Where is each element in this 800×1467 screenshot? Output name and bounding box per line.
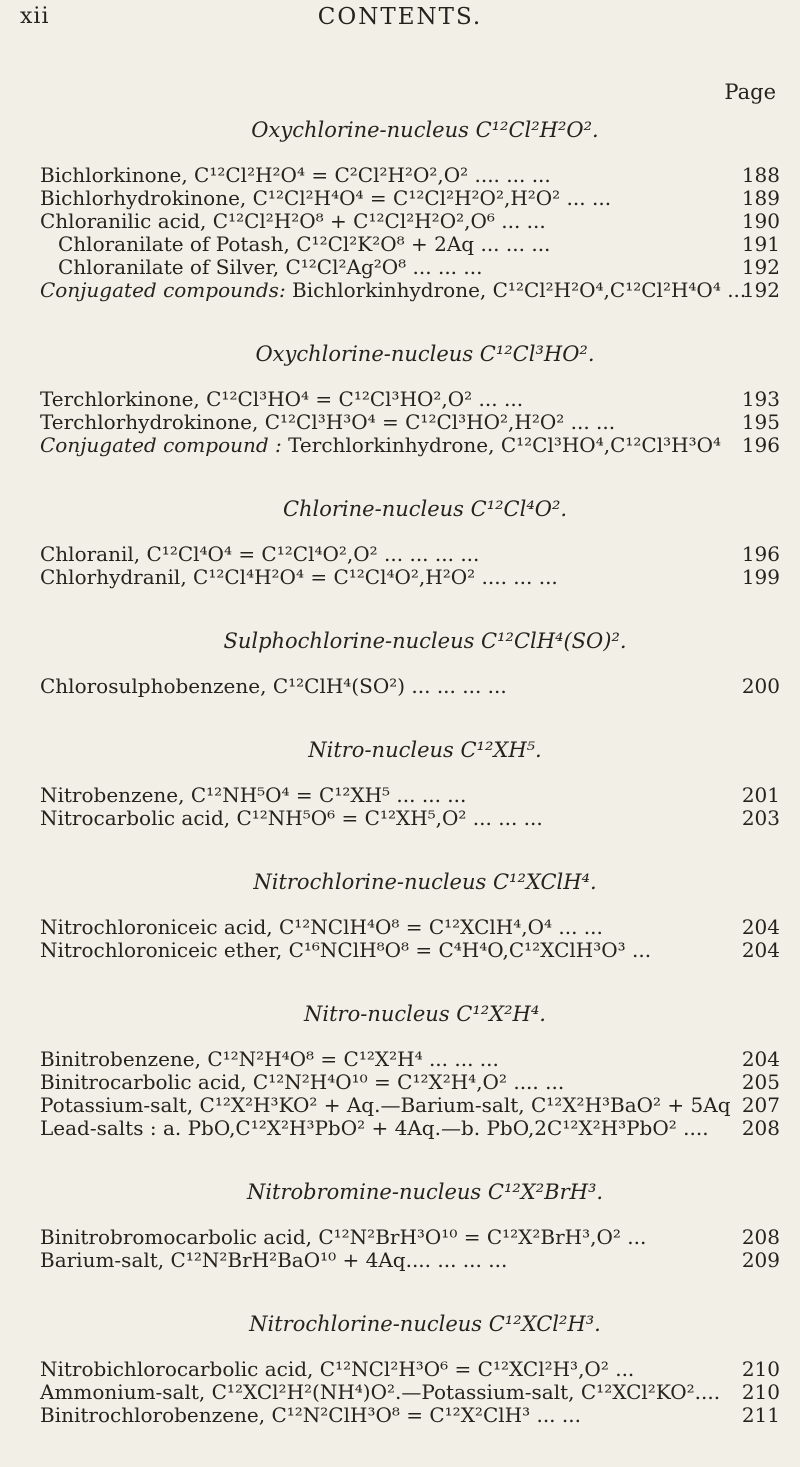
entry-page-number: 193 xyxy=(741,387,780,411)
entry-text: Conjugated compounds: Bichlorkinhydrone, C¹²Cl²H²O⁴,C¹²Cl²H⁴O⁴ ... xyxy=(40,278,747,302)
toc-section xyxy=(40,342,780,457)
entry-page-number: 200 xyxy=(741,674,780,698)
entry-list xyxy=(40,164,780,302)
entry-page-number: 192 xyxy=(741,255,780,279)
entry-list xyxy=(40,1358,780,1427)
entry-text: Nitrobenzene, C¹²NH⁵O⁴ = C¹²XH⁵ ... ... ... xyxy=(40,783,467,807)
entry-text: Bichlorkinone, C¹²Cl²H²O⁴ = C²Cl²H²O²,O² .... ... ... xyxy=(40,163,551,187)
entry-page-number: 208 xyxy=(741,1116,780,1140)
toc-entry xyxy=(40,411,780,434)
entry-text: Chlorosulphobenzene, C¹²ClH⁴(SO²) ... ... ... ... xyxy=(40,674,507,698)
toc-entry xyxy=(40,1094,780,1117)
toc-entry xyxy=(40,1404,780,1427)
section-title: Nitro-nucleus C¹²X²H⁴. xyxy=(304,1002,546,1026)
section-title: Nitro-nucleus C¹²XH⁵. xyxy=(308,738,542,762)
entry-text: Binitrochlorobenzene, C¹²N²ClH³O⁸ = C¹²X²ClH³ ... ... xyxy=(40,1403,581,1427)
entry-label: Conjugated compounds: xyxy=(40,278,286,302)
entry-page-number: 201 xyxy=(741,783,780,807)
entry-list xyxy=(40,388,780,457)
toc-entry xyxy=(40,1249,780,1272)
entry-text: Chloranilate of Potash, C¹²Cl²K²O⁸ + 2Aq ... ... ... xyxy=(58,232,551,256)
toc-section xyxy=(40,497,780,589)
toc-entry xyxy=(40,1117,780,1140)
toc-entry xyxy=(40,1071,780,1094)
toc-entry xyxy=(40,187,780,210)
toc-entry xyxy=(40,916,780,939)
entry-page-number: 192 xyxy=(741,278,780,302)
entry-page-number: 209 xyxy=(741,1248,780,1272)
toc-section xyxy=(40,738,780,830)
toc-entry xyxy=(40,1048,780,1071)
section-title: Oxychlorine-nucleus C¹²Cl²H²O². xyxy=(251,118,599,142)
entry-text: Lead-salts : a. PbO,C¹²X²H³PbO² + 4Aq.—b. PbO,2C¹²X²H³PbO² .... xyxy=(40,1116,709,1140)
entry-page-number: 196 xyxy=(741,542,780,566)
toc-section xyxy=(40,1312,780,1427)
toc-entry xyxy=(40,279,780,302)
entry-text: Nitrochloroniceic ether, C¹⁶NClH⁸O⁸ = C⁴H⁴O,C¹²XClH³O³ ... xyxy=(40,938,652,962)
toc-section xyxy=(40,629,780,698)
entry-page-number: 204 xyxy=(741,938,780,962)
entry-page-number: 188 xyxy=(741,163,780,187)
entry-text: Chlorhydranil, C¹²Cl⁴H²O⁴ = C¹²Cl⁴O²,H²O² .... ... ... xyxy=(40,565,558,589)
entry-text: Chloranilic acid, C¹²Cl²H²O⁸ + C¹²Cl²H²O²,O⁶ ... ... xyxy=(40,209,546,233)
toc-entry xyxy=(40,939,780,962)
entry-page-number: 190 xyxy=(741,209,780,233)
toc-entry xyxy=(40,434,780,457)
entry-list xyxy=(40,1226,780,1272)
entry-text: Potassium-salt, C¹²X²H³KO² + Aq.—Barium-salt, C¹²X²H³BaO² + 5Aq xyxy=(40,1093,731,1117)
running-title: CONTENTS. xyxy=(317,4,483,30)
toc-section xyxy=(40,118,780,302)
toc-section xyxy=(40,870,780,962)
entry-page-number: 208 xyxy=(741,1225,780,1249)
entry-text: Ammonium-salt, C¹²XCl²H²(NH⁴)O².—Potassium-salt, C¹²XCl²KO².... xyxy=(40,1380,721,1404)
toc-entry xyxy=(40,784,780,807)
entry-list xyxy=(40,784,780,830)
entry-page-number: 204 xyxy=(741,1047,780,1071)
page-column-label: Page xyxy=(724,80,776,104)
toc-entry xyxy=(40,1381,780,1404)
entry-page-number: 189 xyxy=(741,186,780,210)
section-title: Nitrobromine-nucleus C¹²X²BrH³. xyxy=(246,1180,604,1204)
entry-page-number: 191 xyxy=(741,232,780,256)
entry-text: Terchlorhydrokinone, C¹²Cl³H³O⁴ = C¹²Cl³HO²,H²O² ... ... xyxy=(40,410,616,434)
entry-text: Chloranilate of Silver, C¹²Cl²Ag²O⁸ ... ... ... xyxy=(58,255,483,279)
entry-text: Binitrocarbolic acid, C¹²N²H⁴O¹⁰ = C¹²X²H⁴,O² .... ... xyxy=(40,1070,565,1094)
toc-entry xyxy=(40,543,780,566)
entry-list xyxy=(40,1048,780,1140)
entry-list xyxy=(40,675,780,698)
entry-text: Nitrocarbolic acid, C¹²NH⁵O⁶ = C¹²XH⁵,O² ... ... ... xyxy=(40,806,543,830)
table-of-contents xyxy=(40,118,780,1467)
toc-entry xyxy=(40,233,780,256)
section-title: Oxychlorine-nucleus C¹²Cl³HO². xyxy=(255,342,595,366)
toc-entry xyxy=(40,210,780,233)
entry-page-number: 207 xyxy=(741,1093,780,1117)
entry-text: Binitrobenzene, C¹²N²H⁴O⁸ = C¹²X²H⁴ ... ... ... xyxy=(40,1047,499,1071)
entry-page-number: 204 xyxy=(741,915,780,939)
entry-page-number: 210 xyxy=(741,1357,780,1381)
page-header xyxy=(0,0,800,40)
entry-page-number: 195 xyxy=(741,410,780,434)
entry-page-number: 205 xyxy=(741,1070,780,1094)
toc-section xyxy=(40,1180,780,1272)
toc-entry xyxy=(40,807,780,830)
toc-entry xyxy=(40,388,780,411)
toc-entry xyxy=(40,566,780,589)
entry-page-number: 203 xyxy=(741,806,780,830)
entry-text: Conjugated compound : Terchlorkinhydrone, C¹²Cl³HO⁴,C¹²Cl³H³O⁴ xyxy=(40,433,722,457)
entry-page-number: 210 xyxy=(741,1380,780,1404)
entry-page-number: 199 xyxy=(741,565,780,589)
entry-text: Nitrochloroniceic acid, C¹²NClH⁴O⁸ = C¹²XClH⁴,O⁴ ... ... xyxy=(40,915,603,939)
entry-page-number: 211 xyxy=(741,1403,780,1427)
toc-section xyxy=(40,1002,780,1140)
toc-entry xyxy=(40,1226,780,1249)
section-title: Sulphochlorine-nucleus C¹²ClH⁴(SO)². xyxy=(223,629,627,653)
entry-label: Conjugated compound : xyxy=(40,433,282,457)
toc-entry xyxy=(40,1358,780,1381)
entry-text: Nitrobichlorocarbolic acid, C¹²NCl²H³O⁶ = C¹²XCl²H³,O² ... xyxy=(40,1357,635,1381)
toc-entry xyxy=(40,675,780,698)
section-title: Chlorine-nucleus C¹²Cl⁴O². xyxy=(282,497,568,521)
page-number: xii xyxy=(20,4,50,29)
entry-text: Barium-salt, C¹²N²BrH²BaO¹⁰ + 4Aq.... ... ... ... xyxy=(40,1248,508,1272)
section-title: Nitrochlorine-nucleus C¹²XCl²H³. xyxy=(249,1312,601,1336)
entry-list xyxy=(40,916,780,962)
toc-entry xyxy=(40,256,780,279)
entry-list xyxy=(40,543,780,589)
entry-text: Bichlorhydrokinone, C¹²Cl²H⁴O⁴ = C¹²Cl²H²O²,H²O² ... ... xyxy=(40,186,612,210)
toc-entry xyxy=(40,164,780,187)
entry-text: Binitrobromocarbolic acid, C¹²N²BrH³O¹⁰ = C¹²X²BrH³,O² ... xyxy=(40,1225,647,1249)
entry-text: Terchlorkinone, C¹²Cl³HO⁴ = C¹²Cl³HO²,O² ... ... xyxy=(40,387,524,411)
entry-text: Chloranil, C¹²Cl⁴O⁴ = C¹²Cl⁴O²,O² ... ... ... ... xyxy=(40,542,480,566)
section-title: Nitrochlorine-nucleus C¹²XClH⁴. xyxy=(253,870,597,894)
entry-page-number: 196 xyxy=(741,433,780,457)
